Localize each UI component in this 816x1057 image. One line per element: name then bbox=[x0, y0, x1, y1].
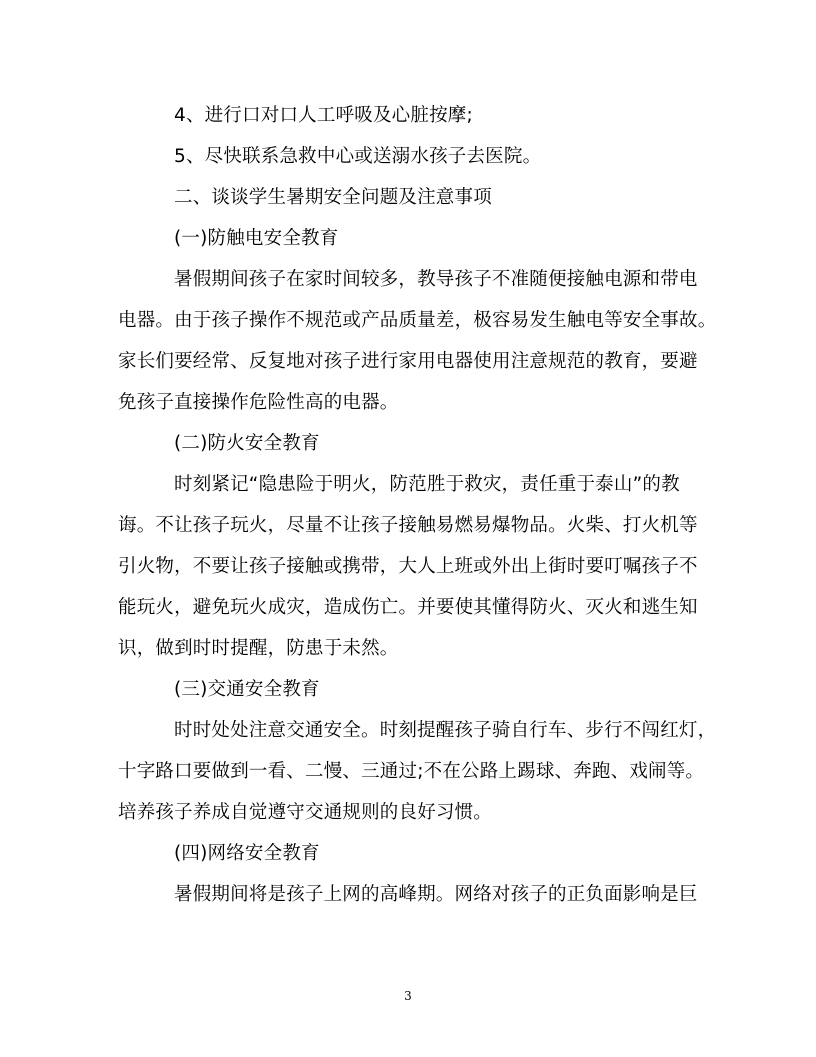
paragraph-line: 电器。由于孩子操作不规范或产品质量差，极容易发生触电等安全事故。 bbox=[118, 310, 717, 331]
section-heading-summer-safety: 二、谈谈学生暑期安全问题及注意事项 bbox=[174, 187, 492, 208]
subsection-heading-electric: (一)防触电安全教育 bbox=[174, 228, 339, 249]
paragraph-line: 引火物，不要让孩子接触或携带，大人上班或外出上街时要叮嘱孩子不 bbox=[118, 556, 698, 577]
list-item-hospital: 5、尽快联系急救中心或送溺水孩子去医院。 bbox=[174, 146, 542, 167]
paragraph-line: 时时处处注意交通安全。时刻提醒孩子骑自行车、步行不闯红灯， bbox=[174, 720, 717, 741]
page-number: 3 bbox=[404, 989, 412, 1003]
document-body bbox=[118, 104, 717, 924]
paragraph-line: 十字路口要做到一看、二慢、三通过;不在公路上踢球、奔跑、戏闹等。 bbox=[118, 761, 705, 782]
subsection-heading-network: (四)网络安全教育 bbox=[174, 843, 320, 864]
paragraph-line: 时刻紧记“隐患险于明火，防范胜于救灾，责任重于泰山”的教 bbox=[174, 474, 680, 495]
paragraph-line: 暑假期间将是孩子上网的高峰期。网络对孩子的正负面影响是巨 bbox=[174, 884, 698, 905]
paragraph-line: 培养孩子养成自觉遵守交通规则的良好习惯。 bbox=[118, 802, 493, 823]
paragraph-line: 能玩火，避免玩火成灾，造成伤亡。并要使其懂得防火、灭火和逃生知 bbox=[118, 597, 698, 618]
paragraph-line: 免孩子直接操作危险性高的电器。 bbox=[118, 392, 399, 413]
paragraph-line: 暑假期间孩子在家时间较多，教导孩子不准随便接触电源和带电 bbox=[174, 269, 698, 290]
paragraph-line: 识，做到时时提醒，防患于未然。 bbox=[118, 638, 399, 659]
subsection-heading-traffic: (三)交通安全教育 bbox=[174, 679, 320, 700]
subsection-heading-fire: (二)防火安全教育 bbox=[174, 433, 320, 454]
paragraph-line: 诲。不让孩子玩火，尽量不让孩子接触易燃易爆物品。火柴、打火机等 bbox=[118, 515, 698, 536]
paragraph-line: 家长们要经常、反复地对孩子进行家用电器使用注意规范的教育，要避 bbox=[118, 351, 698, 372]
list-item-cpr: 4、进行口对口人工呼吸及心脏按摩; bbox=[174, 105, 473, 126]
